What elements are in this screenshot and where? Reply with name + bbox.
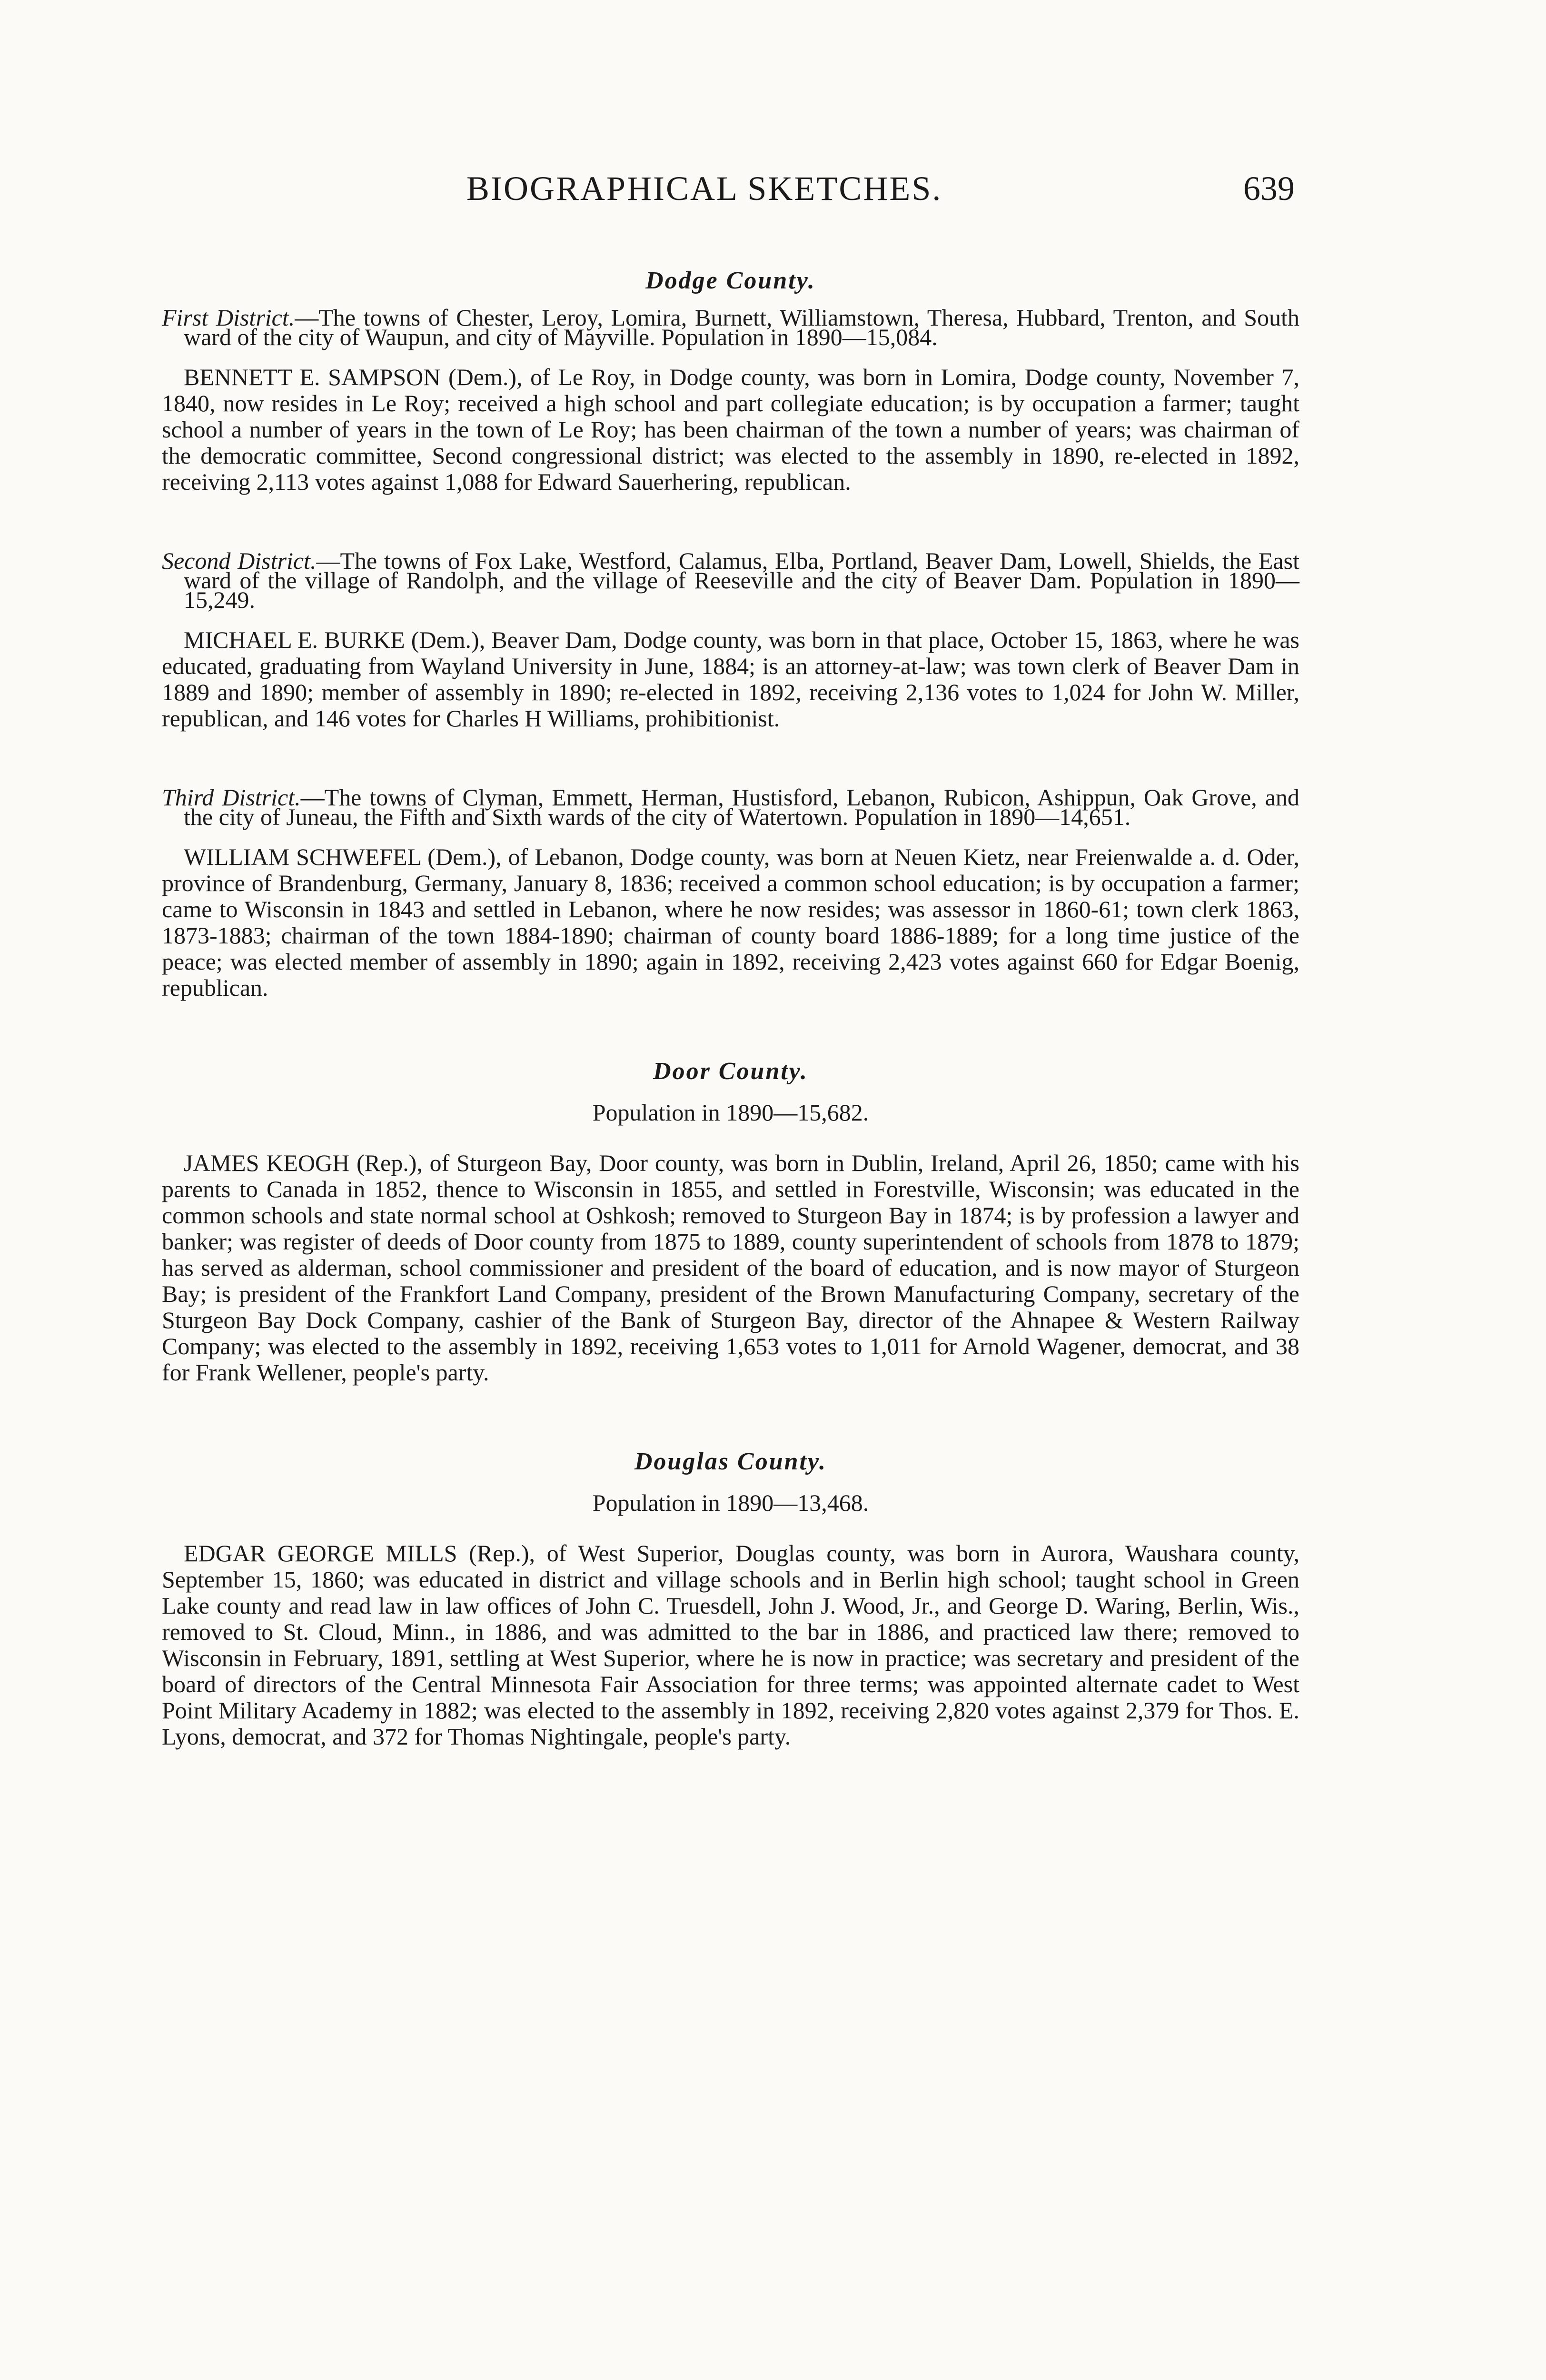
door-county-section (162, 1057, 1299, 1386)
running-head (162, 169, 1299, 212)
book-page (162, 0, 1299, 2380)
population-line: Population in 1890—13,468. (592, 1489, 869, 1516)
district-label: First District. (162, 304, 295, 331)
district-text: —The towns of Clyman, Emmett, Herman, Hustisford, Lebanon, Rubicon, Ashippun, Oak Grove, and the city of Juneau, the Fifth and Sixth wards of the city of Watertown. Population in 1890—14,651. (184, 784, 1299, 830)
district-description (162, 784, 1299, 830)
district-block-second (162, 547, 1300, 732)
biography-mills: EDGAR GEORGE MILLS (Rep.), of West Superior, Douglas county, was born in Aurora, Waushara county, September 15, 1860; was educated in district and village schools and in Berlin high school; taught school in Green Lake county and read law in law offices of John C. Truesdell, John J. Wood, Jr., and George D. Waring, Berlin, Wis., removed to St. Cloud, Minn., in 1886, and was admitted to the bar in 1886, and practiced law there; removed to Wisconsin in February, 1891, settling at West Superior, where he is now in practice; was secretary and president of the board of directors of the Central Minnesota Fair Association for three terms; was appointed alternate cadet to West Point Military Academy in 1882; was elected to the assembly in 1892, receiving 2,820 votes against 2,379 for Thos. E. Lyons, democrat, and 372 for Thomas Nightingale, people's party. (162, 1540, 1299, 1750)
page-number: 639 (1243, 169, 1295, 208)
dodge-county-section (162, 267, 1299, 1001)
biography-schwefel: WILLIAM SCHWEFEL (Dem.), of Lebanon, Dodge county, was born at Neuen Kietz, near Freienwalde a. d. Oder, province of Brandenburg, Germany, January 8, 1836; received a common school education; is by occupation a farmer; came to Wisconsin in 1843 and settled in Lebanon, where he now resides; was assessor in 1860-61; town clerk 1863, 1873-1883; chairman of the town 1884-1890; chairman of county board 1886-1889; for a long time justice of the peace; was elected member of assembly in 1890; again in 1892, receiving 2,423 votes against 660 for Edgar Boenig, republican. (162, 843, 1299, 1001)
population-line: Population in 1890—15,682. (592, 1099, 869, 1126)
district-block-first (162, 304, 1299, 495)
county-heading-dodge: Dodge County. (645, 267, 816, 294)
running-title: BIOGRAPHICAL SKETCHES. (466, 169, 942, 208)
county-heading-door: Door County. (653, 1058, 808, 1085)
district-text: —The towns of Chester, Leroy, Lomira, Burnett, Williamstown, Theresa, Hubbard, Trenton, and South ward of the city of Waupun, and city of Mayville. Population in 1890—15,084. (184, 304, 1299, 350)
district-label: Third District. (162, 784, 301, 811)
douglas-county-section (162, 1448, 1299, 1750)
county-heading-douglas: Douglas County. (634, 1448, 827, 1475)
page-content (162, 267, 1299, 1812)
district-text: —The towns of Fox Lake, Westford, Calamus, Elba, Portland, Beaver Dam, Lowell, Shields, the East ward of the village of Randolph, and the village of Reeseville and the city of Beaver Dam. Population in 1890—15,249. (184, 547, 1300, 613)
district-description (162, 547, 1300, 613)
biography-sampson: BENNETT E. SAMPSON (Dem.), of Le Roy, in Dodge county, was born in Lomira, Dodge county, November 7, 1840, now resides in Le Roy; received a high school and part collegiate education; is by occupation a farmer; taught school a number of years in the town of Le Roy; has been chairman of the town a number of years; was chairman of the democratic committee, Second congressional district; was elected to the assembly in 1890, re-elected in 1892, receiving 2,113 votes against 1,088 for Edward Sauerhering, republican. (162, 364, 1299, 495)
biography-keogh: JAMES KEOGH (Rep.), of Sturgeon Bay, Door county, was born in Dublin, Ireland, April 26, 1850; came with his parents to Canada in 1852, thence to Wisconsin in 1855, and settled in Forestville, Wisconsin; was educated in the common schools and state normal school at Oshkosh; removed to Sturgeon Bay in 1874; is by profession a lawyer and banker; was register of deeds of Door county from 1875 to 1889, county superintendent of schools from 1878 to 1879; has served as alderman, school commissioner and president of the board of education, and is now mayor of Sturgeon Bay; is president of the Frankfort Land Company, president of the Brown Manufacturing Company, secretary of the Sturgeon Bay Dock Company, cashier of the Bank of Sturgeon Bay, director of the Ahnapee & Western Railway Company; was elected to the assembly in 1892, receiving 1,653 votes to 1,011 for Arnold Wagener, democrat, and 38 for Frank Wellener, people's party. (162, 1150, 1299, 1386)
district-label: Second District. (162, 547, 317, 574)
biography-burke: MICHAEL E. BURKE (Dem.), Beaver Dam, Dodge county, was born in that place, October 15, 1863, where he was educated, graduating from Wayland University in June, 1884; is an attorney-at-law; was town clerk of Beaver Dam in 1889 and 1890; member of assembly in 1890; re-elected in 1892, receiving 2,136 votes to 1,024 for John W. Miller, republican, and 146 votes for Charles H Williams, prohibitionist. (162, 626, 1299, 732)
district-block-third (162, 784, 1299, 1001)
district-description (162, 304, 1299, 350)
